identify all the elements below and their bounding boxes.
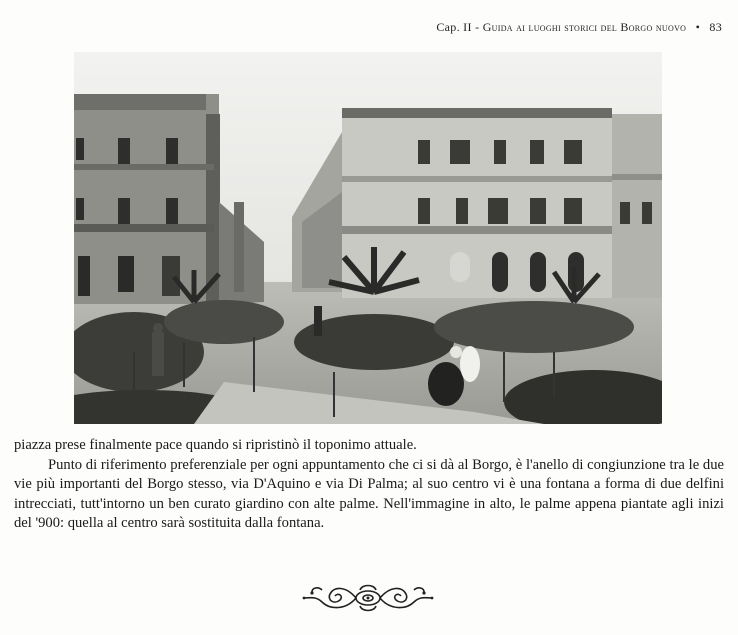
body-text	[14, 436, 724, 534]
floral-scroll-ornament-icon	[300, 580, 436, 616]
main-paragraph: Punto di riferimento preferenziale per ogni appuntamento che ci si dà al Borgo, è l'anello di congiunzione tra le due vie più importanti del Borgo stesso, via D'Aquino e via Di Palma; al suo centro vi è una fontana a forma di due delfini intrecciati, tutt'intorno un ben curato giardino con alte palme. Nell'immagine in alto, le palme appena piantate agli inizi del '900: quella al centro sarà sostituita dalla fontana.	[14, 456, 724, 531]
running-header	[436, 20, 722, 35]
photo-illustration	[74, 52, 662, 424]
page-number: 83	[709, 20, 722, 34]
continuation-line: piazza prese finalmente pace quando si ripristinò il toponimo attuale.	[14, 437, 417, 453]
header-bullet: •	[695, 20, 701, 34]
left-building	[74, 94, 220, 304]
chapter-label: Cap. II	[436, 20, 472, 34]
historic-photo	[74, 52, 662, 424]
header-separator: -	[475, 20, 480, 34]
section-title: Guida ai luoghi storici del Borgo nuovo	[482, 20, 687, 34]
